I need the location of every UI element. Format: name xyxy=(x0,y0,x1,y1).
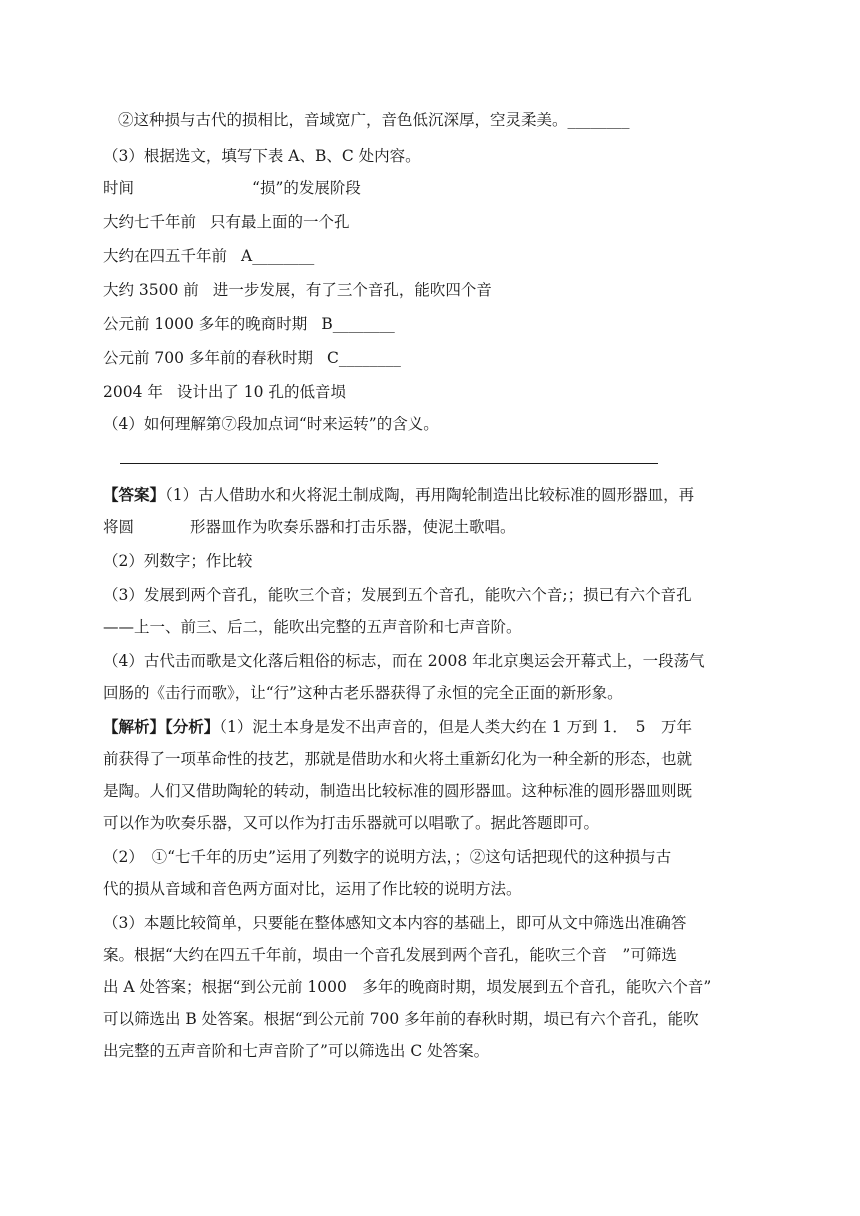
table-row xyxy=(103,246,763,266)
answer-2: （2）列数字；作比较 xyxy=(103,552,253,570)
analysis-3-line-2: 案。根据“大约在四五千年前，埙由一个音孔发展到两个音孔，能吹三个音 ”可筛选 xyxy=(103,946,677,964)
analysis-3-line-3: 出 A 处答案；根据“到公元前 1000 多年的晚商时期，埙发展到五个音孔，能吹六个音” xyxy=(103,978,712,996)
table-cell-stage: 只有最上面的一个孔 xyxy=(210,213,350,231)
table-cell-stage: C________ xyxy=(326,349,401,367)
answer-4-line-2: 回肠的《击行而歌》，让“行”这种古老乐器获得了永恒的完全正面的新形象。 xyxy=(103,684,623,702)
analysis-1-line-1 xyxy=(103,717,763,737)
table-header xyxy=(103,178,763,198)
table-cell-time: 公元前 1000 多年的晚商时期 xyxy=(103,315,308,333)
table-row xyxy=(103,314,763,334)
analysis-2-line-2: 代的损从音域和音色两方面对比，运用了作比较的说明方法。 xyxy=(103,880,522,898)
question-item-2: ②这种损与古代的损相比，音域宽广，音色低沉深厚，空灵柔美。________ xyxy=(118,111,630,129)
table-header-stage: “损”的发展阶段 xyxy=(252,179,361,197)
table-cell-time: 大约七千年前 xyxy=(103,213,197,231)
answer-1-line-2 xyxy=(103,517,763,537)
table-row xyxy=(103,382,763,402)
analysis-1-line-4: 可以作为吹奏乐器，又可以作为打击乐器就可以唱歌了。据此答题即可。 xyxy=(103,814,600,832)
answer-4-line-1: （4）古代击而歌是文化落后粗俗的标志，而在 2008 年北京奥运会开幕式上，一段荡气 xyxy=(103,652,705,670)
table-cell-time: 大约 3500 前 xyxy=(103,281,199,299)
answer-1-text-b: 形器皿作为吹奏乐器和打击乐器，使泥土歌唱。 xyxy=(190,518,516,536)
analysis-1-text: （1）泥土本身是发不出声音的，但是人类大约在 1 万到 1． 5 万年 xyxy=(219,718,692,736)
analysis-label: 【解析】【分析】 xyxy=(103,717,220,736)
answer-3-line-2: ——上一、前三、后二，能吹出完整的五声音阶和七声音阶。 xyxy=(103,618,522,636)
table-cell-stage: 设计出了 10 孔的低音埙 xyxy=(176,383,346,401)
table-cell-time: 大约在四五千年前 xyxy=(103,247,228,265)
answer-label: 【答案】 xyxy=(103,485,166,504)
answer-1-text-a: 将圆 xyxy=(103,518,135,536)
answer-1-line-1 xyxy=(103,485,763,505)
table-header-time: 时间 xyxy=(103,179,135,197)
table-row xyxy=(103,348,763,368)
question-3-title: （3）根据选文，填写下表 A、B、C 处内容。 xyxy=(103,147,421,165)
table-row xyxy=(103,212,763,232)
answer-blank-line xyxy=(120,463,658,464)
analysis-2-line-1: （2） ①“七千年的历史”运用了列数字的说明方法，；②这句话把现代的这种损与古 xyxy=(103,848,672,866)
analysis-3-line-1: （3）本题比较简单，只要能在整体感知文本内容的基础上，即可从文中筛选出准确答 xyxy=(103,914,687,932)
question-4: （4）如何理解第⑦段加点词“时来运转”的含义。 xyxy=(103,415,439,433)
table-cell-stage: 进一步发展，有了三个音孔，能吹四个音 xyxy=(212,281,492,299)
answer-1-text: （1）古人借助水和火将泥土制成陶，再用陶轮制造出比较标准的圆形器皿，再 xyxy=(165,486,695,504)
answer-3-line-1: （3）发展到两个音孔，能吹三个音；发展到五个音孔，能吹六个音;；损已有六个音孔 xyxy=(103,586,692,604)
table-cell-stage: A________ xyxy=(241,247,315,265)
table-cell-time: 公元前 700 多年前的春秋时期 xyxy=(103,349,313,367)
table-cell-stage: B________ xyxy=(321,315,395,333)
table-row xyxy=(103,280,763,300)
analysis-3-line-4: 可以筛选出 B 处答案。根据“到公元前 700 多年前的春秋时期，埙已有六个音孔，能吹 xyxy=(103,1010,699,1028)
table-cell-time: 2004 年 xyxy=(103,383,163,401)
analysis-1-line-3: 是陶。人们又借助陶轮的转动，制造出比较标准的圆形器皿。这种标准的圆形器皿则既 xyxy=(103,782,693,800)
analysis-3-line-5: 出完整的五声音阶和七声音阶了”可以筛选出 C 处答案。 xyxy=(103,1042,490,1060)
analysis-1-line-2: 前获得了一项革命性的技艺，那就是借助水和火将土重新幻化为一种全新的形态，也就 xyxy=(103,750,693,768)
